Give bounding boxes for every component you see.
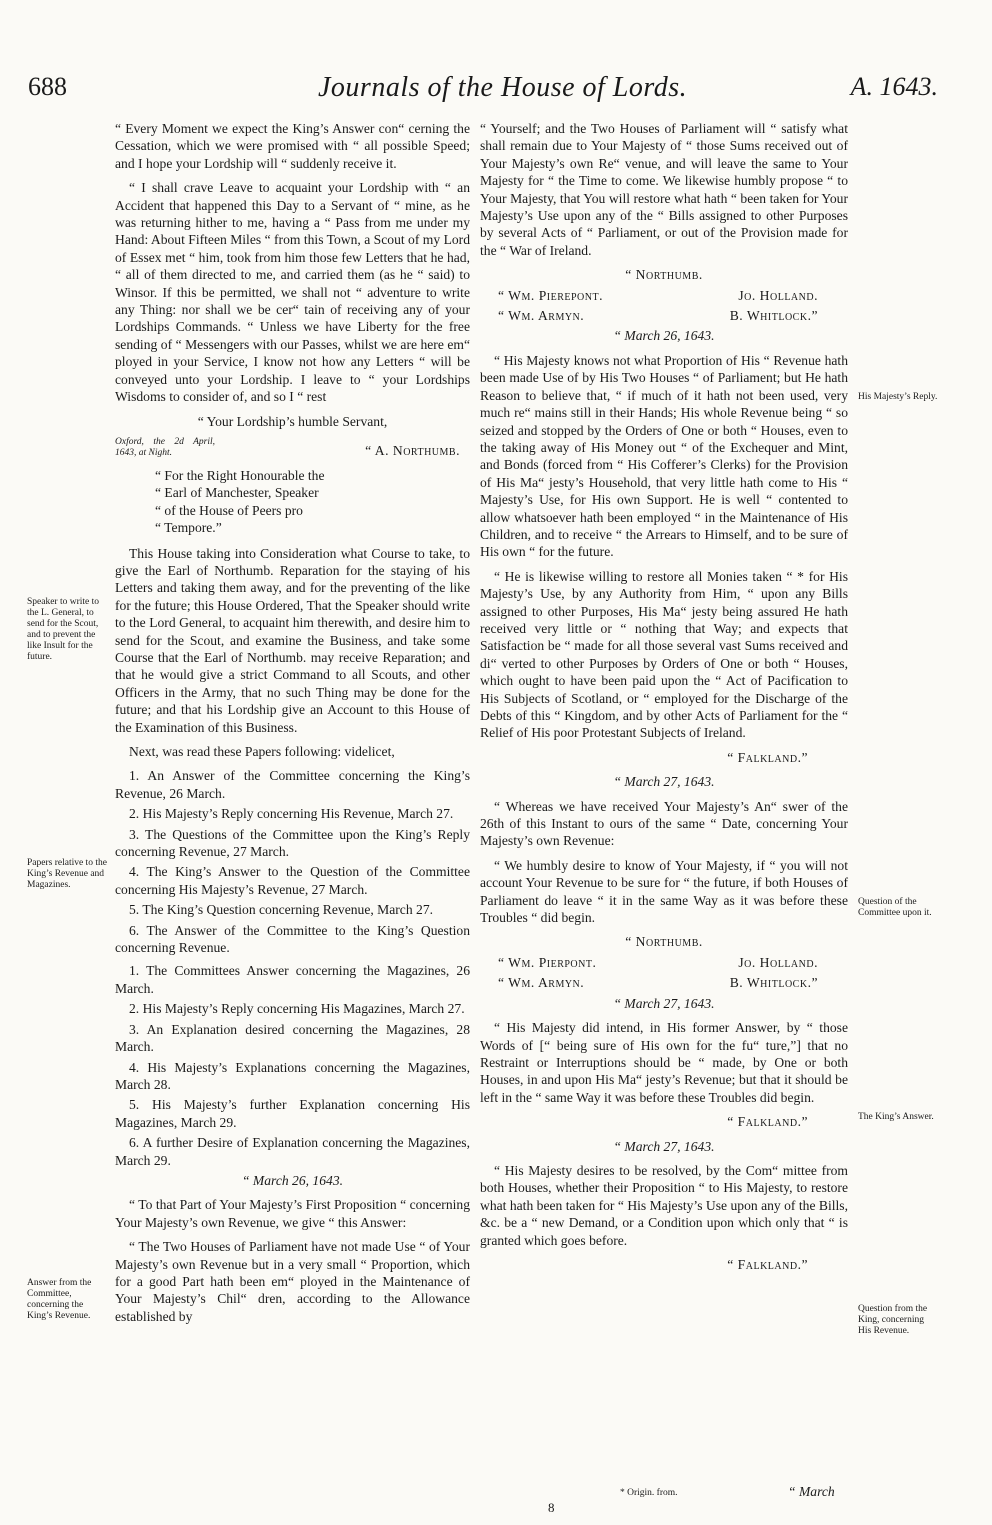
- year-heading: A. 1643.: [850, 72, 938, 101]
- letter-signature: [115, 437, 470, 459]
- list-item: 4. The King’s Answer to the Question of the Committee concerning His Majesty’s Revenue, 27 March.: [115, 864, 470, 897]
- answer-paragraph: “ Yourself; and the Two Houses of Parliament will “ satisfy what shall remain due to Your Majesty of “ those Sums received out of Your Majesty’s own Re“ venue, and will leave the same to Your Majesty for “ the Time to come. We likewise humbly propose “ to Your Majesty, that You will restore what hath “ been taken for Your Majesty’s Use upon any of the “ Bills assigned to other Purposes by several Acts of “ Parliament, or out of the Provision made for the “ War of Ireland.: [480, 121, 848, 258]
- sig-head: “ Northumb.: [625, 934, 703, 950]
- margin-note-question: Question of the Committee upon it.: [858, 897, 932, 918]
- date-line: “ March 26, 1643.: [241, 1172, 344, 1188]
- sig-row: [480, 287, 848, 304]
- answer-paragraph: “ To that Part of Your Majesty’s First Proposition “ concerning Your Majesty’s own Revenue, we give “ this Answer:: [115, 1197, 470, 1230]
- papers-list-magazines: [115, 962, 470, 1168]
- kings-answer-paragraph: “ His Majesty did intend, in His former Answer, by “ those Words of [“ being sure of His own for the fu“ ture,”] that no Restraint or Interruptions should be “ made, by One or both Houses, in and upon His Ma“ jesty’s Revenue; but that it should be left in the “ same Way it was before these Troubles did begin.: [480, 1020, 848, 1105]
- signer-name: “ Wm. Armyn.: [498, 308, 585, 324]
- date-line: “ March 27, 1643.: [613, 995, 715, 1011]
- margin-note-kings-question: Question from the King, concerning His Revenue.: [858, 1304, 928, 1336]
- footnote: * Origin. from.: [620, 1488, 678, 1498]
- letter-closing: “ Your Lordship’s humble Servant,: [197, 413, 388, 429]
- signature-mark: 8: [548, 1500, 555, 1515]
- signer-name: Jo. Holland.: [738, 954, 818, 970]
- answer-paragraph: “ The Two Houses of Parliament have not made Use “ of Your Majesty’s own Revenue but in a very small “ Proportion, which for a good Part hath been em“ ployed in the Maintenance of Your Majesty’s Chil“ dren, according to the Allowance established by: [115, 1239, 470, 1324]
- page-header: [28, 72, 938, 112]
- signer-name: “ Wm. Pierpont.: [498, 954, 597, 970]
- sig-head: “ Northumb.: [625, 267, 703, 283]
- sig-row: [480, 954, 848, 971]
- letter-paragraph: “ Every Moment we expect the King’s Answer con“ cerning the Cessation, which we were promised with “ all possible Speed; and I hope your Lordship will “ suddenly receive it.: [115, 121, 470, 171]
- signer-name: “ Wm. Armyn.: [498, 975, 585, 991]
- signer-falkland: “ Falkland.”: [727, 1256, 808, 1272]
- reply-paragraph: “ He is likewise willing to restore all Monies taken “ * for His Majesty’s Use, by any Authority from Him, “ upon any Bills assigned to other Purposes, His Ma“ jesty being assured He hath received very little or “ nothing that Way; and expects that Satisfaction be “ made for all those several vast Sums received and di“ verted to other Purposes by Orders of One or both “ Houses, which ought to have been paid upon the “ Act of Pacification to His Subjects of Scotland, or “ employed for the Discharge of the Debts of this “ Kingdom, and by other Acts of Parliament for the “ Relief of His poor Protestant Subjects of Ireland.: [480, 568, 848, 741]
- date-line: “ March 27, 1643.: [613, 1138, 715, 1154]
- signer-name: Jo. Holland.: [738, 287, 818, 303]
- signer-falkland: “ Falkland.”: [727, 1114, 808, 1130]
- sig-row: [480, 974, 848, 991]
- list-item: 5. His Majesty’s further Explanation concerning His Magazines, March 29.: [115, 1097, 470, 1130]
- right-column: [480, 120, 848, 1280]
- reply-paragraph: “ His Majesty knows not what Proportion of His “ Revenue hath been made Use of by His Two Houses “ of Parliament; but He hath Reason to believe that, “ if much of it hath not been used, very much re“ mains still in their Hands; His whole Revenue being “ so seized and stopped by the Orders of One or both “ Houses, even to the taking away of His Money out “ of the Exchequer and Mint, and Bonds (forced from “ His Cofferer’s Clerks) for the Provision of His Ma“ jesty’s Household, that very little hath come to His “ Majesty’s Use, for His own Support. He is well “ contented to allow whatsoever hath been employed “ in the Maintenance of His Children, and to receive “ the Arrears to Himself, and to be sure of His own “ for the future.: [480, 352, 848, 560]
- list-item: 3. The Questions of the Committee upon the King’s Reply concerning Revenue, 27 March.: [115, 826, 470, 860]
- signer-falkland: “ Falkland.”: [727, 749, 808, 765]
- letter-address: [155, 467, 470, 537]
- date-line: “ March 27, 1643.: [613, 774, 715, 790]
- list-item: 6. A further Desire of Explanation concerning the Magazines, March 29.: [115, 1135, 470, 1168]
- place-date: Oxford, the 2d April, 1643, at Night.: [115, 436, 215, 458]
- address-line: “ For the Right Honourable the: [155, 467, 325, 483]
- list-item: 1. The Committees Answer concerning the Magazines, 26 March.: [115, 963, 470, 996]
- signer-name: B. Whitlock.”: [729, 975, 818, 991]
- list-item: 3. An Explanation desired concerning the Magazines, 28 March.: [115, 1021, 470, 1055]
- letter-paragraph: “ I shall crave Leave to acquaint your Lordship with “ an Accident that happened this Day to a Servant of “ mine, as he was returning hither to me, having a “ Pass from me under my Hand: About Fifteen Miles “ from this Town, a Scout of my Lord of Essex met “ him, took from him those few Letters that he had, “ all of them directed to me, and carried them (as he “ said) to Winsor. If this be permitted, we shall not “ adventure to write any Thing: nor shall we be cer“ tain of receiving any of your Lordships Commands. “ Unless we have Liberty for the free sending of “ Messengers with our Passes, whilst we are here em“ ployed in your Service, I know not how any Letters “ will be conveyed unto your Lordship. I leave to “ your Lordships Wisdoms to consider of, and so I “ rest: [115, 180, 470, 405]
- margin-note-reply: His Majesty’s Reply.: [858, 392, 938, 402]
- address-line: “ of the House of Peers pro: [155, 502, 303, 518]
- list-item: 2. His Majesty’s Reply concerning His Magazines, March 27.: [129, 1001, 465, 1017]
- margin-note-answer: Answer from the Committee, concerning the King’s Revenue.: [27, 1278, 92, 1321]
- margin-note-speaker: Speaker to write to the L. General, to send for the Scout, and to prevent the like Insult for the future.: [27, 597, 100, 662]
- list-item: 4. His Majesty’s Explanations concerning the Magazines, March 28.: [115, 1059, 470, 1092]
- date-line: “ March 26, 1643.: [613, 328, 715, 344]
- address-line: “ Tempore.”: [155, 520, 222, 536]
- margin-note-kings-answer: The King’s Answer.: [858, 1112, 934, 1122]
- question-paragraph: “ Whereas we have received Your Majesty’s An“ swer of the 26th of this Instant to ours of the same “ Date, concerning Your Majesty’s own Revenue:: [480, 798, 848, 849]
- journal-title: Journals of the House of Lords.: [318, 72, 688, 103]
- margin-note-papers: Papers relative to the King’s Revenue and Magazines.: [27, 858, 107, 890]
- order-paragraph: This House taking into Consideration what Course to take, to give the Earl of Northumb. Reparation for the staying of his Letters and taking them away, and for the preventing of the like for the future; this House Ordered, That the Speaker should write to the Lord General, to acquaint him therewith, and desire him to send for the Scout, and examine the Business, and take some Course that the Earl of Northumb. may receive Reparation; and that he would give a strict Command to all Scouts, and other Officers in the Army, that no such Thing may be done for the future; and that his Lordship give an Account to this House of the Examination of this Business.: [115, 545, 470, 735]
- kings-question-paragraph: “ His Majesty desires to be resolved, by the Com“ mittee from both Houses, whether their Proposition “ to His Majesty, to restore what hath been taken for “ His Majesty’s Use upon any of the Bills, &c. be a “ new Demand, or a Condition upon which only that “ is granted which goes before.: [480, 1162, 848, 1248]
- address-line: “ Earl of Manchester, Speaker: [155, 485, 319, 501]
- signer-name: “ Wm. Pierepont.: [498, 287, 603, 303]
- papers-list-revenue: [115, 767, 470, 956]
- left-column: [115, 120, 470, 1332]
- list-item: 2. His Majesty’s Reply concerning His Revenue, March 27.: [129, 806, 454, 822]
- list-item: 1. An Answer of the Committee concerning the King’s Revenue, 26 March.: [115, 768, 470, 801]
- signer-name: B. Whitlock.”: [729, 308, 818, 324]
- list-item: 6. The Answer of the Committee to the King’s Question concerning Revenue.: [115, 922, 470, 956]
- signer-name: “ A. Northumb.: [365, 442, 460, 458]
- catchword: “ March: [788, 1484, 835, 1499]
- sig-row: [480, 307, 848, 324]
- question-paragraph: “ We humbly desire to know of Your Majesty, if “ you will not account Your Revenue to be sure for “ the future, if both Houses of Parliament do leave “ it in the same Way as it was before these Troubles “ did begin.: [480, 857, 848, 926]
- list-item: 5. The King’s Question concerning Revenue, March 27.: [129, 902, 434, 918]
- papers-intro: Next, was read these Papers following: videlicet,: [129, 744, 395, 759]
- page-number: 688: [28, 72, 67, 101]
